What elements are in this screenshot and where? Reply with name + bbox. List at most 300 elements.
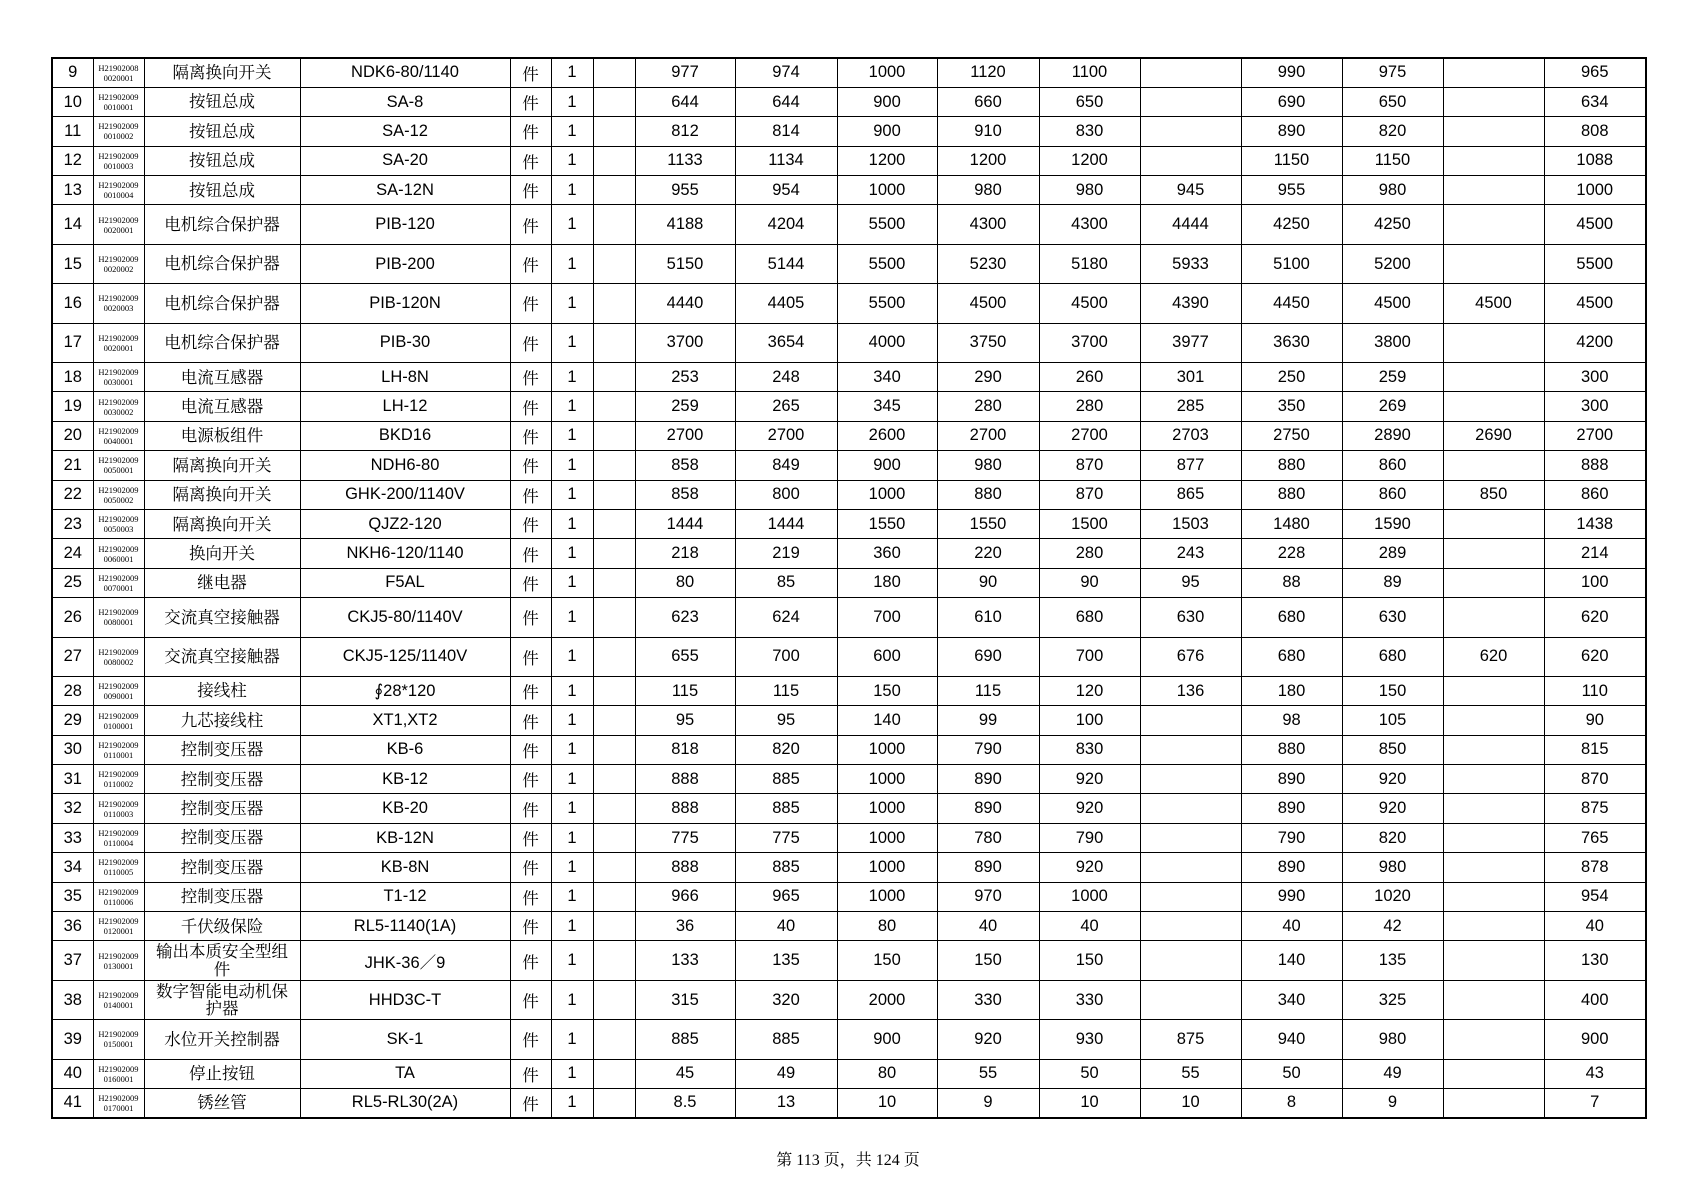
price-cell: 50: [1039, 1059, 1140, 1088]
blank-cell: [593, 58, 635, 87]
table-row: [52, 1089, 1646, 1118]
quantity-cell: 1: [551, 1089, 593, 1118]
price-cell: 920: [937, 1020, 1039, 1059]
item-name-cell: 隔离换向开关: [144, 451, 300, 480]
price-cell: 1120: [937, 58, 1039, 87]
price-cell: 89: [1342, 568, 1443, 597]
price-cell: 1133: [635, 146, 735, 175]
price-cell: 115: [735, 676, 837, 705]
price-cell: 1134: [735, 146, 837, 175]
price-cell: [1443, 363, 1544, 392]
quantity-cell: 1: [551, 912, 593, 941]
price-cell: 800: [735, 480, 837, 509]
price-cell: [1443, 882, 1544, 911]
price-cell: 945: [1140, 176, 1241, 205]
price-cell: [1443, 117, 1544, 146]
price-cell: 1000: [837, 735, 937, 764]
unit-cell: 件: [510, 176, 551, 205]
price-cell: 900: [1544, 1020, 1646, 1059]
price-cell: 660: [937, 87, 1039, 116]
model-cell: CKJ5-80/1140V: [300, 598, 510, 637]
item-code-line: H21902009: [98, 828, 139, 839]
price-cell: 880: [1241, 735, 1342, 764]
item-code-cell: [93, 1059, 144, 1088]
unit-cell: 件: [510, 735, 551, 764]
price-comparison-table: [51, 57, 1647, 1119]
table-row: [52, 568, 1646, 597]
price-cell: 120: [1039, 676, 1140, 705]
table-row: [52, 323, 1646, 362]
price-cell: 49: [735, 1059, 837, 1088]
price-cell: 140: [837, 706, 937, 735]
price-cell: 790: [1039, 823, 1140, 852]
row-number-cell: 37: [52, 941, 93, 980]
blank-cell: [593, 205, 635, 244]
price-cell: 260: [1039, 363, 1140, 392]
price-cell: 340: [837, 363, 937, 392]
price-cell: 930: [1039, 1020, 1140, 1059]
item-code-cell: [93, 539, 144, 568]
blank-cell: [593, 244, 635, 283]
item-code-cell: [93, 451, 144, 480]
row-number-cell: 36: [52, 912, 93, 941]
price-cell: 290: [937, 363, 1039, 392]
price-cell: 4250: [1241, 205, 1342, 244]
model-cell: KB-6: [300, 735, 510, 764]
item-name-cell: 电流互感器: [144, 363, 300, 392]
price-cell: 890: [1241, 794, 1342, 823]
row-number-cell: 25: [52, 568, 93, 597]
price-cell: 820: [1342, 823, 1443, 852]
price-cell: 1020: [1342, 882, 1443, 911]
price-cell: 100: [1544, 568, 1646, 597]
table-row: [52, 676, 1646, 705]
price-cell: 228: [1241, 539, 1342, 568]
price-cell: 95: [735, 706, 837, 735]
table-row: [52, 146, 1646, 175]
unit-cell: 件: [510, 823, 551, 852]
price-cell: 1500: [1039, 509, 1140, 538]
unit-cell: 件: [510, 676, 551, 705]
price-cell: 4500: [1342, 284, 1443, 323]
price-cell: 4250: [1342, 205, 1443, 244]
unit-cell: 件: [510, 146, 551, 175]
price-cell: 280: [937, 392, 1039, 421]
price-cell: 4300: [937, 205, 1039, 244]
item-code-line: H21902009: [98, 857, 139, 868]
price-cell: 2690: [1443, 421, 1544, 450]
price-cell: 890: [937, 853, 1039, 882]
price-cell: [1140, 794, 1241, 823]
price-cell: 1200: [837, 146, 937, 175]
model-cell: LH-12: [300, 392, 510, 421]
quantity-cell: 1: [551, 706, 593, 735]
row-number-cell: 20: [52, 421, 93, 450]
price-cell: [1443, 176, 1544, 205]
unit-cell: 件: [510, 87, 551, 116]
price-cell: 99: [937, 706, 1039, 735]
model-cell: PIB-120: [300, 205, 510, 244]
price-cell: 630: [1342, 598, 1443, 637]
price-cell: 5150: [635, 244, 735, 283]
price-cell: 790: [1241, 823, 1342, 852]
price-cell: 4200: [1544, 323, 1646, 362]
item-code-line: 0040001: [103, 435, 134, 446]
price-cell: 285: [1140, 392, 1241, 421]
price-cell: 1150: [1241, 146, 1342, 175]
price-cell: 630: [1140, 598, 1241, 637]
row-number-cell: 9: [52, 58, 93, 87]
price-cell: 910: [937, 117, 1039, 146]
price-cell: [1443, 676, 1544, 705]
price-cell: 812: [635, 117, 735, 146]
item-code-line: H21902009: [98, 990, 139, 1001]
price-cell: [1443, 146, 1544, 175]
price-cell: 45: [635, 1059, 735, 1088]
price-cell: [1140, 146, 1241, 175]
price-cell: 4204: [735, 205, 837, 244]
price-cell: 965: [735, 882, 837, 911]
price-cell: 2750: [1241, 421, 1342, 450]
blank-cell: [593, 392, 635, 421]
price-cell: 2700: [1544, 421, 1646, 450]
price-cell: 966: [635, 882, 735, 911]
item-code-cell: [93, 823, 144, 852]
price-cell: 80: [837, 912, 937, 941]
price-cell: 890: [1241, 853, 1342, 882]
quantity-cell: 1: [551, 509, 593, 538]
item-code-line: H21902009: [98, 332, 139, 343]
table-row: [52, 598, 1646, 637]
price-cell: 269: [1342, 392, 1443, 421]
item-code-line: 0020002: [103, 264, 134, 275]
item-code-line: 0050003: [103, 524, 134, 535]
row-number-cell: 14: [52, 205, 93, 244]
item-code-line: 0080001: [103, 617, 134, 628]
price-cell: 814: [735, 117, 837, 146]
blank-cell: [593, 451, 635, 480]
item-name-cell: 电源板组件: [144, 421, 300, 450]
item-name-cell: 隔离换向开关: [144, 480, 300, 509]
price-cell: 900: [837, 117, 937, 146]
blank-cell: [593, 87, 635, 116]
price-cell: 2890: [1342, 421, 1443, 450]
price-cell: 1000: [837, 176, 937, 205]
price-cell: 218: [635, 539, 735, 568]
item-code-line: H21902009: [98, 646, 139, 657]
price-cell: 820: [735, 735, 837, 764]
price-cell: 920: [1039, 794, 1140, 823]
price-cell: 345: [837, 392, 937, 421]
price-cell: [1443, 980, 1544, 1019]
model-cell: NDK6-80/1140: [300, 58, 510, 87]
price-cell: 50: [1241, 1059, 1342, 1088]
price-cell: 790: [937, 735, 1039, 764]
table-row: [52, 87, 1646, 116]
item-name-cell: 电机综合保护器: [144, 284, 300, 323]
item-code-line: H21902009: [98, 798, 139, 809]
blank-cell: [593, 853, 635, 882]
price-cell: 954: [1544, 882, 1646, 911]
item-code-cell: [93, 392, 144, 421]
price-cell: 9: [937, 1089, 1039, 1118]
price-cell: 340: [1241, 980, 1342, 1019]
row-number-cell: 16: [52, 284, 93, 323]
price-cell: [1443, 1089, 1544, 1118]
row-number-cell: 18: [52, 363, 93, 392]
price-cell: 875: [1544, 794, 1646, 823]
price-cell: 5100: [1241, 244, 1342, 283]
quantity-cell: 1: [551, 146, 593, 175]
price-cell: 885: [635, 1020, 735, 1059]
item-code-line: H21902009: [98, 916, 139, 927]
price-cell: 655: [635, 637, 735, 676]
price-cell: 880: [937, 480, 1039, 509]
quantity-cell: 1: [551, 735, 593, 764]
price-cell: 5500: [837, 205, 937, 244]
model-cell: SA-12: [300, 117, 510, 146]
item-code-cell: [93, 284, 144, 323]
price-cell: [1443, 568, 1544, 597]
price-cell: 105: [1342, 706, 1443, 735]
price-cell: [1140, 765, 1241, 794]
item-name-cell: 电机综合保护器: [144, 205, 300, 244]
item-code-cell: [93, 87, 144, 116]
item-code-line: H21902009: [98, 293, 139, 304]
item-code-cell: [93, 676, 144, 705]
item-name-cell: 控制变压器: [144, 823, 300, 852]
price-cell: 150: [937, 941, 1039, 980]
unit-cell: 件: [510, 1059, 551, 1088]
price-cell: 5230: [937, 244, 1039, 283]
price-cell: 8.5: [635, 1089, 735, 1118]
row-number-cell: 17: [52, 323, 93, 362]
price-cell: 830: [1039, 735, 1140, 764]
price-cell: 620: [1544, 637, 1646, 676]
model-cell: PIB-200: [300, 244, 510, 283]
item-code-cell: [93, 568, 144, 597]
unit-cell: 件: [510, 323, 551, 362]
unit-cell: 件: [510, 1020, 551, 1059]
quantity-cell: 1: [551, 176, 593, 205]
price-cell: 4450: [1241, 284, 1342, 323]
item-code-line: H21902009: [98, 254, 139, 265]
price-cell: 888: [635, 853, 735, 882]
price-cell: 250: [1241, 363, 1342, 392]
price-cell: 253: [635, 363, 735, 392]
item-name-cell: 按钮总成: [144, 146, 300, 175]
item-code-cell: [93, 882, 144, 911]
item-code-cell: [93, 794, 144, 823]
price-cell: 4405: [735, 284, 837, 323]
model-cell: SA-20: [300, 146, 510, 175]
unit-cell: 件: [510, 980, 551, 1019]
item-code-cell: [93, 706, 144, 735]
item-code-cell: [93, 421, 144, 450]
blank-cell: [593, 363, 635, 392]
price-cell: 13: [735, 1089, 837, 1118]
unit-cell: 件: [510, 941, 551, 980]
price-cell: 150: [1039, 941, 1140, 980]
price-cell: [1140, 58, 1241, 87]
price-cell: 860: [1342, 480, 1443, 509]
price-cell: 830: [1039, 117, 1140, 146]
model-cell: SA-8: [300, 87, 510, 116]
price-cell: 1100: [1039, 58, 1140, 87]
price-cell: [1443, 1020, 1544, 1059]
price-cell: 88: [1241, 568, 1342, 597]
price-cell: 3654: [735, 323, 837, 362]
price-cell: 849: [735, 451, 837, 480]
price-cell: 858: [635, 480, 735, 509]
quantity-cell: 1: [551, 480, 593, 509]
quantity-cell: 1: [551, 117, 593, 146]
row-number-cell: 10: [52, 87, 93, 116]
price-cell: 644: [635, 87, 735, 116]
price-cell: 4500: [1544, 205, 1646, 244]
price-cell: 885: [735, 853, 837, 882]
price-cell: 1000: [837, 853, 937, 882]
price-cell: 315: [635, 980, 735, 1019]
unit-cell: 件: [510, 58, 551, 87]
item-name-cell: 接线柱: [144, 676, 300, 705]
row-number-cell: 34: [52, 853, 93, 882]
price-cell: 888: [635, 794, 735, 823]
item-name-cell: 停止按钮: [144, 1059, 300, 1088]
item-name-cell: 按钮总成: [144, 176, 300, 205]
price-cell: 980: [1342, 853, 1443, 882]
price-cell: 860: [1544, 480, 1646, 509]
price-cell: 5144: [735, 244, 837, 283]
price-cell: 280: [1039, 392, 1140, 421]
item-name-cell: 控制变压器: [144, 882, 300, 911]
table-row: [52, 1059, 1646, 1088]
item-code-line: H21902009: [98, 572, 139, 583]
item-name-cell: 隔离换向开关: [144, 509, 300, 538]
price-cell: [1140, 735, 1241, 764]
price-cell: 90: [1544, 706, 1646, 735]
price-cell: 1480: [1241, 509, 1342, 538]
price-cell: 330: [1039, 980, 1140, 1019]
price-cell: 2600: [837, 421, 937, 450]
row-number-cell: 15: [52, 244, 93, 283]
item-code-line: H21902009: [98, 543, 139, 554]
item-code-line: H21902009: [98, 1029, 139, 1040]
price-cell: 4000: [837, 323, 937, 362]
quantity-cell: 1: [551, 539, 593, 568]
row-number-cell: 30: [52, 735, 93, 764]
item-name-cell: 控制变压器: [144, 735, 300, 764]
price-cell: [1140, 912, 1241, 941]
price-cell: 1150: [1342, 146, 1443, 175]
price-cell: 920: [1342, 794, 1443, 823]
price-cell: [1140, 882, 1241, 911]
price-cell: 330: [937, 980, 1039, 1019]
price-cell: 135: [1342, 941, 1443, 980]
price-cell: 5500: [837, 244, 937, 283]
model-cell: RL5-RL30(2A): [300, 1089, 510, 1118]
price-cell: 130: [1544, 941, 1646, 980]
item-code-line: 0010004: [103, 190, 134, 201]
price-cell: 360: [837, 539, 937, 568]
model-cell: NDH6-80: [300, 451, 510, 480]
table-row: [52, 823, 1646, 852]
price-cell: 820: [1342, 117, 1443, 146]
blank-cell: [593, 980, 635, 1019]
price-cell: 875: [1140, 1020, 1241, 1059]
price-cell: 40: [1039, 912, 1140, 941]
quantity-cell: 1: [551, 392, 593, 421]
price-cell: 1000: [1544, 176, 1646, 205]
table-row: [52, 539, 1646, 568]
item-code-cell: [93, 980, 144, 1019]
row-number-cell: 33: [52, 823, 93, 852]
unit-cell: 件: [510, 765, 551, 794]
item-code-line: H21902009: [98, 681, 139, 692]
unit-cell: 件: [510, 117, 551, 146]
price-cell: 4500: [937, 284, 1039, 323]
price-cell: 880: [1241, 451, 1342, 480]
price-cell: 259: [1342, 363, 1443, 392]
row-number-cell: 19: [52, 392, 93, 421]
price-cell: 43: [1544, 1059, 1646, 1088]
quantity-cell: 1: [551, 980, 593, 1019]
item-code-line: 0030002: [103, 406, 134, 417]
item-code-line: H21902009: [98, 710, 139, 721]
price-cell: 150: [837, 941, 937, 980]
quantity-cell: 1: [551, 58, 593, 87]
price-cell: 320: [735, 980, 837, 1019]
row-number-cell: 40: [52, 1059, 93, 1088]
unit-cell: 件: [510, 451, 551, 480]
item-code-line: 0110001: [103, 749, 134, 760]
price-cell: [1443, 58, 1544, 87]
price-cell: 990: [1241, 58, 1342, 87]
item-code-line: 0070001: [103, 582, 134, 593]
price-cell: 8: [1241, 1089, 1342, 1118]
price-cell: 775: [735, 823, 837, 852]
item-code-line: 0010002: [103, 131, 134, 142]
row-number-cell: 12: [52, 146, 93, 175]
price-cell: 870: [1039, 480, 1140, 509]
price-cell: [1443, 392, 1544, 421]
price-cell: 180: [837, 568, 937, 597]
unit-cell: 件: [510, 284, 551, 323]
table-row: [52, 912, 1646, 941]
table-row: [52, 421, 1646, 450]
blank-cell: [593, 568, 635, 597]
price-cell: 259: [635, 392, 735, 421]
table-row: [52, 244, 1646, 283]
price-cell: 955: [1241, 176, 1342, 205]
item-code-line: H21902009: [98, 121, 139, 132]
item-code-cell: [93, 853, 144, 882]
table-row: [52, 853, 1646, 882]
price-cell: 133: [635, 941, 735, 980]
blank-cell: [593, 706, 635, 735]
price-cell: 954: [735, 176, 837, 205]
item-name-cell: 继电器: [144, 568, 300, 597]
row-number-cell: 11: [52, 117, 93, 146]
item-code-line: H21902008: [98, 62, 139, 73]
model-cell: KB-12N: [300, 823, 510, 852]
price-cell: [1443, 598, 1544, 637]
model-cell: JHK-36／9: [300, 941, 510, 980]
unit-cell: 件: [510, 539, 551, 568]
item-code-line: 0010001: [103, 102, 134, 113]
price-cell: 680: [1241, 598, 1342, 637]
item-name-cell: 按钮总成: [144, 117, 300, 146]
